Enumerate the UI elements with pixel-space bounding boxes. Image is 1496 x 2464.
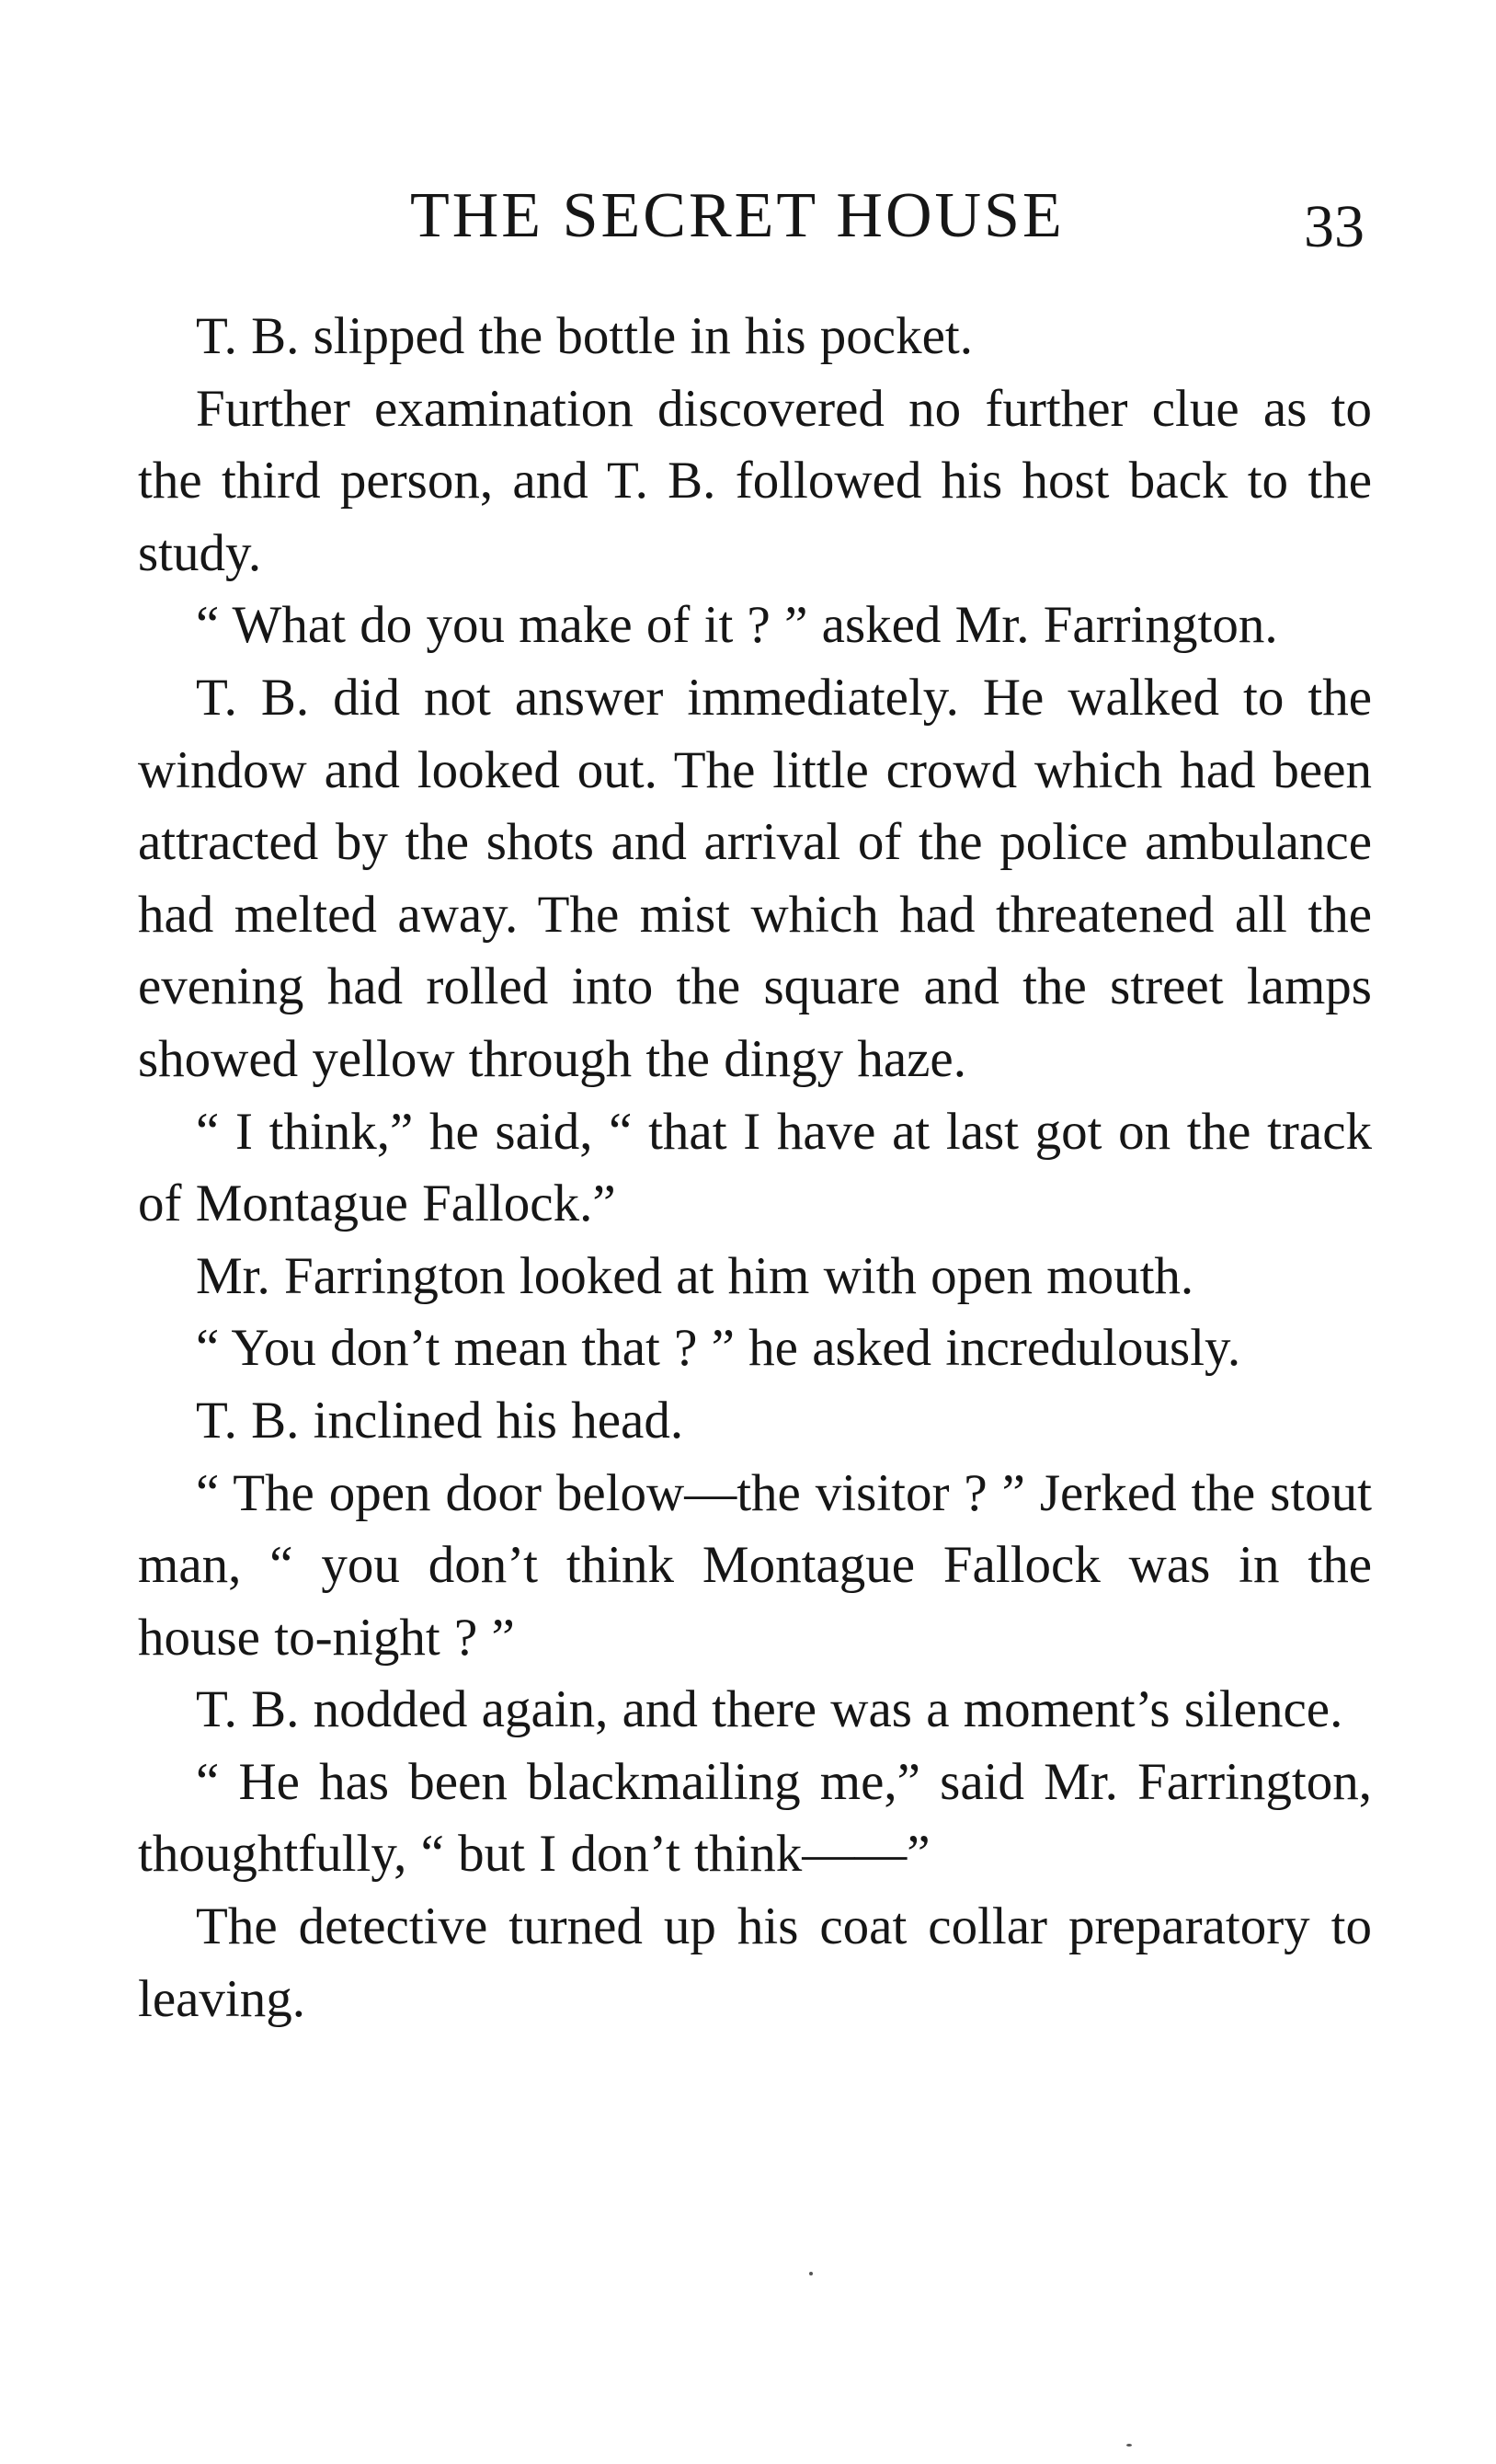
paragraph: T. B. did not answer immediately. He walked to the window and looked out. The little crowd which had been attracted by the shots and arrival of the police ambulance had melted away. The mist which had threatened all the evening had rolled into the square and the street lamps showed yellow through the dingy haze. xyxy=(138,668,1372,1088)
paragraph: “ He has been blackmailing me,” said Mr. Farrington, thoughtfully, “ but I don’t think——” xyxy=(138,1752,1372,1884)
paragraph: The detective turned up his coat collar preparatory to leaving. xyxy=(138,1897,1372,2028)
paragraph: “ What do you make of it ? ” asked Mr. Farrington. xyxy=(196,596,1278,655)
running-head-title: THE SECRET HOUSE xyxy=(410,180,1065,251)
page-number: 33 xyxy=(1304,193,1365,260)
running-head xyxy=(0,175,1496,267)
paragraph: T. B. nodded again, and there was a moment’s silence. xyxy=(196,1680,1343,1739)
paragraph: “ You don’t mean that ? ” he asked incredulously. xyxy=(196,1319,1241,1378)
print-speck xyxy=(809,2272,813,2275)
print-speck xyxy=(1126,2444,1132,2447)
paragraph: T. B. inclined his head. xyxy=(196,1391,684,1450)
paragraph: “ The open door below—the visitor ? ” Jerked the stout man, “ you don’t think Montague Fallock was in the house to-night ? ” xyxy=(138,1463,1372,1667)
paragraph: “ I think,” he said, “ that I have at last got on the track of Montague Fallock.” xyxy=(138,1102,1372,1233)
paragraph: T. B. slipped the bottle in his pocket. xyxy=(196,307,973,365)
paragraph: Mr. Farrington looked at him with open mouth. xyxy=(196,1246,1194,1305)
paragraph: Further examination discovered no further clue as to the third person, and T. B. followed his host back to the study. xyxy=(138,379,1372,582)
body-text xyxy=(138,301,1372,2035)
